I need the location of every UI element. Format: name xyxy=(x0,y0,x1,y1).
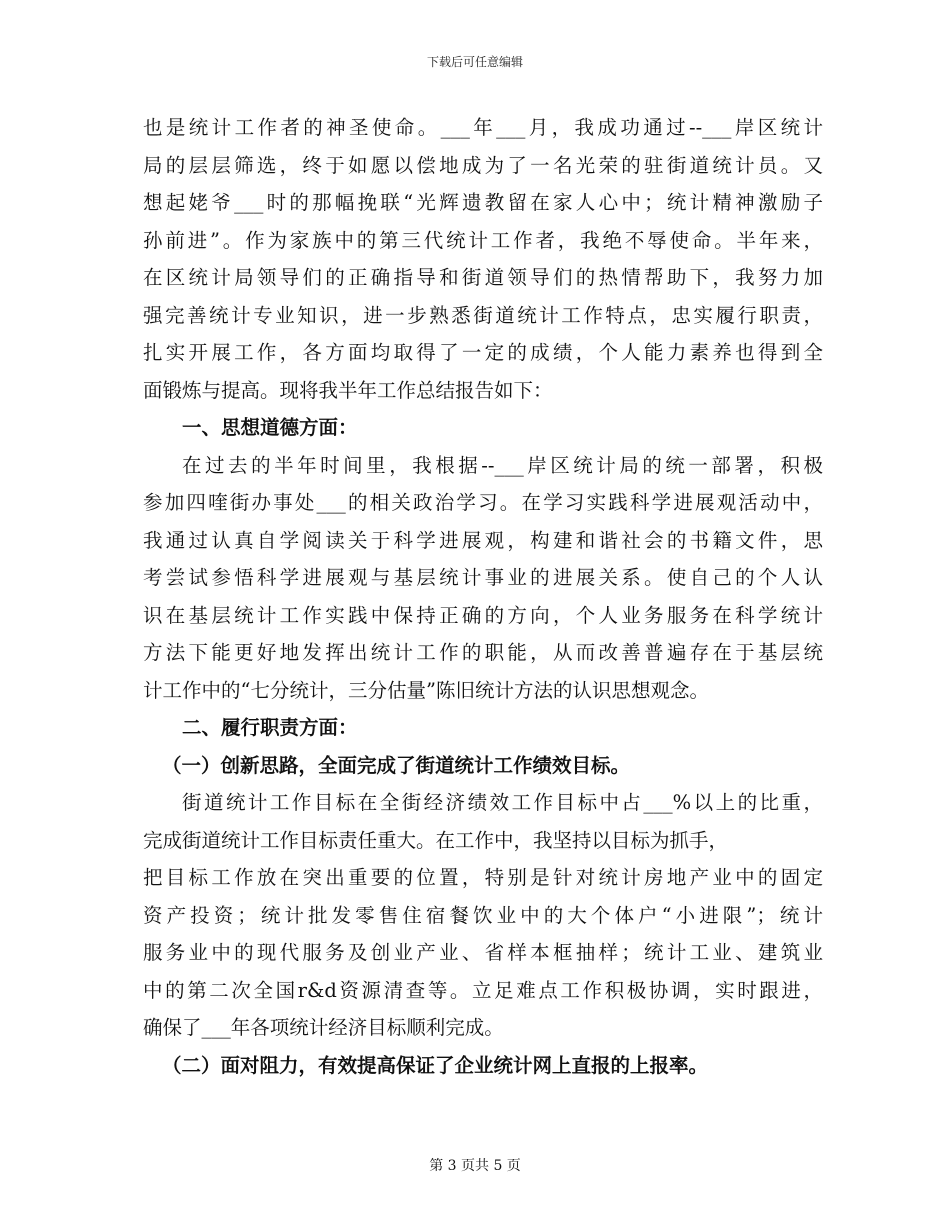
paragraph-line: 强完善统计专业知识，进一步熟悉街道统计工作特点，忠实履行职责， xyxy=(143,303,823,327)
paragraph-line: 想起姥爷___时的那幅挽联“光辉遗教留在家人心中；统计精神激励子 xyxy=(143,191,823,214)
page-footer: 第 3 页共 5 页 xyxy=(429,1158,521,1174)
paragraph-line: 资产投资；统计批发零售住宿餐饮业中的大个体户“小进限”；统计 xyxy=(143,903,823,927)
paragraph-line: 计工作中的“七分统计，三分估量”陈旧统计方法的认识思想观念。 xyxy=(143,678,709,702)
paragraph-line: 识在基层统计工作实践中保持正确的方向，个人业务服务在科学统计 xyxy=(143,603,823,627)
paragraph-line: 完成街道统计工作目标责任重大。在工作中，我坚持以目标为抓手， xyxy=(143,828,729,852)
paragraph-line: 也是统计工作者的神圣使命。___年___月，我成功通过--___岸区统计 xyxy=(143,116,823,139)
section-heading: （二）面对阻力，有效提高保证了企业统计网上直报的上报率。 xyxy=(162,1053,709,1077)
paragraph-line: 把目标工作放在突出重要的位置，特别是针对统计房地产业中的固定 xyxy=(143,866,823,889)
section-heading: （一）创新思路，全面完成了街道统计工作绩效目标。 xyxy=(162,753,631,777)
page-header: 下载后可任意编辑 xyxy=(426,55,523,69)
paragraph-line: 孙前进”。作为家族中的第三代统计工作者，我绝不辱使命。半年来， xyxy=(143,228,823,252)
section-heading: 一、思想道德方面： xyxy=(182,416,358,439)
paragraph-line: 参加四喹街办事处___的相关政治学习。在学习实践科学进展观活动中， xyxy=(143,491,823,514)
document-body xyxy=(143,109,823,1084)
paragraph-line: 街道统计工作目标在全街经济绩效工作目标中占___%以上的比重， xyxy=(182,791,823,814)
section-heading: 二、履行职责方面： xyxy=(182,716,358,739)
paragraph-line: 扎实开展工作，各方面均取得了一定的成绩，个人能力素养也得到全 xyxy=(143,341,823,364)
paragraph-line: 考尝试参悟科学进展观与基层统计事业的进展关系。使自己的个人认 xyxy=(143,566,823,589)
paragraph-line: 确保了___年各项统计经济目标顺利完成。 xyxy=(143,1016,504,1039)
paragraph-line: 面锻炼与提高。现将我半年工作总结报告如下： xyxy=(143,378,553,402)
paragraph-line: 在区统计局领导们的正确指导和街道领导们的热情帮助下，我努力加 xyxy=(143,266,823,289)
paragraph-line: 在过去的半年时间里，我根据--___岸区统计局的统一部署，积极 xyxy=(182,453,823,477)
paragraph-line: 服务业中的现代服务及创业产业、省样本框抽样；统计工业、建筑业 xyxy=(143,941,823,964)
paragraph-line: 我通过认真自学阅读关于科学进展观，构建和谐社会的书籍文件，思 xyxy=(143,528,823,552)
paragraph-line: 方法下能更好地发挥出统计工作的职能，从而改善普遍存在于基层统 xyxy=(143,641,823,664)
paragraph-line: 中的第二次全国r&d资源清查等。立足难点工作积极协调，实时跟进， xyxy=(143,978,823,1002)
paragraph-line: 局的层层筛选，终于如愿以偿地成为了一名光荣的驻街道统计员。又 xyxy=(143,153,823,177)
